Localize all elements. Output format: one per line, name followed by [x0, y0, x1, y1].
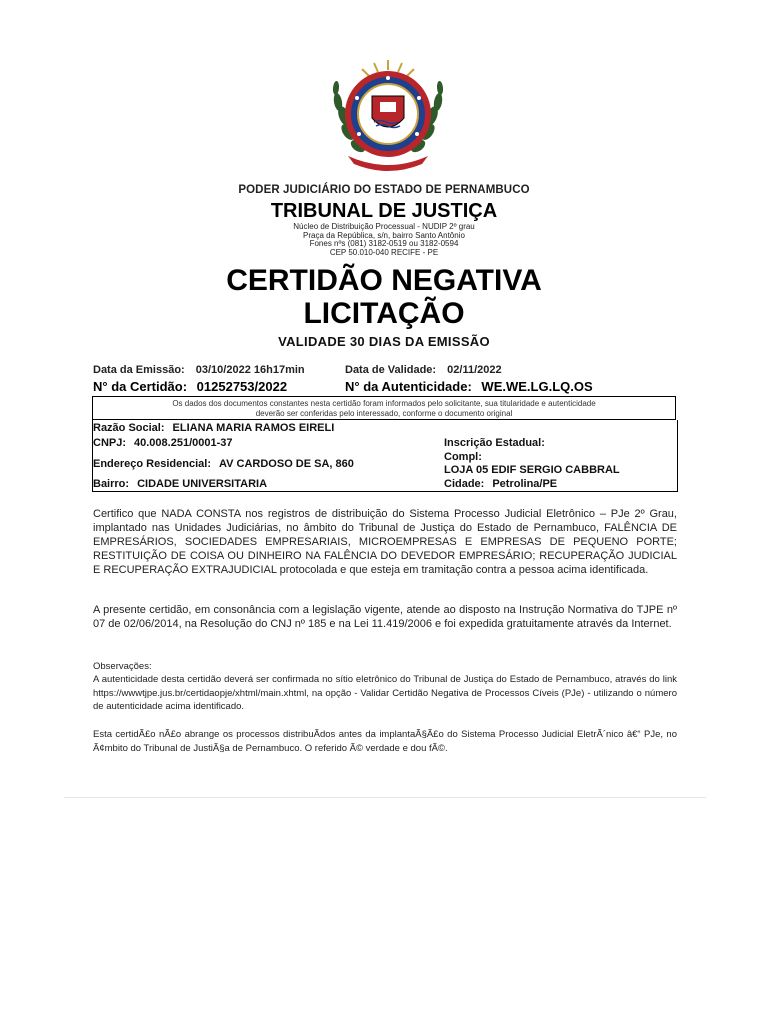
authenticity-code-label: N° da Autenticidade: [345, 379, 472, 394]
certificate-title-line1: CERTIDÃO NEGATIVA [226, 264, 542, 297]
address-block [0, 223, 768, 257]
scope-paragraph: Esta certidÃ£o nÃ£o abrange os processos distribuÃdos antes da implantaÃ§Ã£o do Sistema Processo Judicial EletrÃ´nico â€“ PJe, no Ã¢mbito do Tribunal de JustiÃ§a de Pernambuco. O referido Ã© verdade e dou fÃ©. [93, 729, 677, 754]
nucleo-line: Núcleo de Distribuição Processual - NUDIP 2º grau [293, 222, 475, 231]
compl-label: Compl: [444, 451, 482, 463]
cidade-label: Cidade: [444, 478, 485, 490]
inscricao-estadual-label: Inscrição Estadual: [444, 437, 545, 449]
page-divider [64, 797, 706, 798]
endereco [93, 458, 354, 470]
certificate-title-line2: LICITAÇÃO [303, 297, 465, 330]
bairro-label: Bairro: [93, 478, 130, 490]
notice-line1: Os dados dos documentos constantes nesta certidão foram informados pelo solicitante, sua titularidade e autenticidade [172, 399, 596, 408]
certificate-number-value: 01252753/2022 [196, 379, 288, 394]
endereco-value: AV CARDOSO DE SA, 860 [219, 458, 354, 470]
cnpj-label: CNPJ: [93, 437, 127, 449]
issue-date-label: Data da Emissão: [93, 364, 185, 376]
issue-date-value: 03/10/2022 16h17min [195, 364, 305, 376]
validity-date [345, 364, 502, 376]
razao-social-label: Razão Social: [93, 422, 165, 434]
razao-social [93, 422, 334, 434]
validity-date-label: Data de Validade: [345, 364, 437, 376]
bairro-value: CIDADE UNIVERSITARIA [137, 478, 268, 490]
cidade-value: Petrolina/PE [492, 478, 558, 490]
bairro [93, 478, 267, 490]
validity-subtitle: VALIDADE 30 DIAS DA EMISSÃO [278, 334, 490, 349]
observations-label: Observações: [93, 661, 152, 672]
institution-heading: PODER JUDICIÁRIO DO ESTADO DE PERNAMBUCO [238, 184, 530, 196]
cnpj [93, 437, 233, 449]
certificate-number-label: N° da Certidão: [93, 379, 188, 394]
fones-line: Fones nºs (081) 3182-0519 ou 3182-0594 [309, 239, 459, 248]
cnpj-value: 40.008.251/0001-37 [134, 437, 233, 449]
certification-paragraph: Certifico que NADA CONSTA nos registros de distribuição do Sistema Processo Judicial Eletrônico – PJe 2º Grau, implantado nas Unidades Judiciárias, no âmbito do Tribunal de Justiça do Estado de Pernambuco, FALÊNCIA DE EMPRESÁRIOS, SOCIEDADES EMPRESARIAIS, MICROEMPRESAS E EMPRESAS DE PEQUENO PORTE; RESTITUIÇÃO DE COISA OU DINHEIRO NA FALÊNCIA DO DEVEDOR EMPRESÁRIO; RECUPERAÇÃO JUDICIAL E RECUPERAÇÃO EXTRAJUDICIAL protocolada e que esteja em tramitação contra a pessoa acima identificada. [93, 508, 677, 576]
party-details-box [92, 420, 678, 492]
endereco-label: Endereço Residencial: [93, 458, 211, 470]
authenticity-code [345, 379, 593, 394]
praca-line: Praça da República, s/n, bairro Santo Antônio [303, 230, 465, 240]
cep-line: CEP 50.010-040 RECIFE - PE [329, 247, 439, 257]
certificate-title [0, 264, 768, 330]
inscricao-estadual [444, 437, 545, 449]
issue-date [93, 364, 305, 376]
cidade [444, 478, 557, 490]
legal-basis-paragraph: A presente certidão, em consonância com a legislação vigente, atende ao disposto na Instrução Normativa do TJPE nº 07 de 02/06/2014, na Resolução do CNJ nº 185 e na Lei 11.419/2006 e foi expedida gratuitamente através da Internet. [93, 604, 677, 630]
coat-of-arms-icon [322, 56, 454, 174]
tribunal-title: TRIBUNAL DE JUSTIÇA [270, 200, 498, 222]
validity-date-value: 02/11/2022 [447, 364, 502, 376]
data-notice-box [92, 396, 676, 420]
compl-value: LOJA 05 EDIF SERGIO CABBRAL [444, 464, 620, 476]
authenticity-paragraph: A autenticidade desta certidão deverá ser confirmada no sítio eletrônico do Tribunal de Justiça do Estado de Pernambuco, através do link https://wwwtjpe.jus.br/certidaopje/xhtml/main.xhtml, na opção - Validar Certidão Negativa de Processos Cíveis (PJe) - utilizando o número de autenticidade acima identificado. [93, 674, 677, 712]
notice-line2: deverão ser conferidas pelo interessado, conforme o documento original [255, 408, 513, 418]
authenticity-code-value: WE.WE.LG.LQ.OS [481, 379, 593, 394]
razao-social-value: ELIANA MARIA RAMOS EIRELI [172, 422, 335, 434]
certificate-number [93, 379, 287, 394]
